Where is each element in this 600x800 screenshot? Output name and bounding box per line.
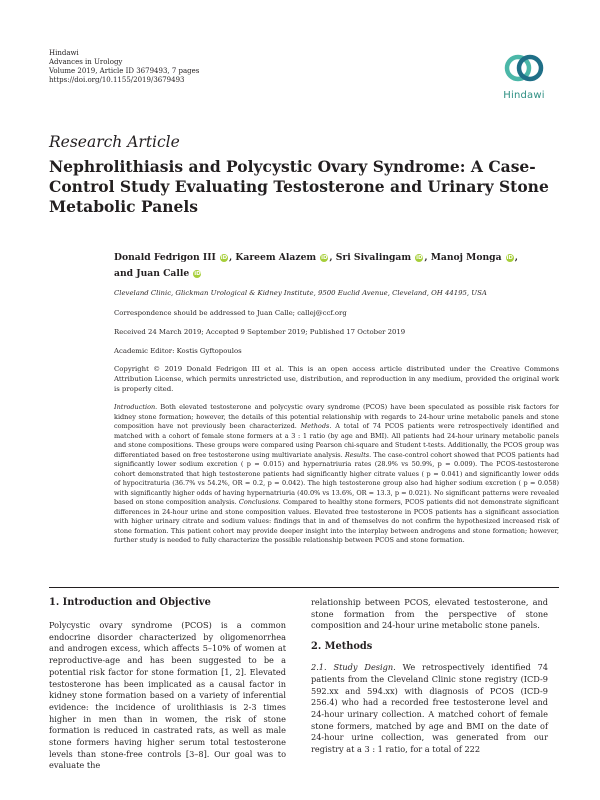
author-name: Donald Fedrigon III — [114, 252, 216, 263]
orcid-icon[interactable]: iD — [416, 255, 423, 261]
abstract-introduction: Both elevated testosterone and polycystic ovary syndrome (PCOS) have been speculated as possible risk factors for kidney stone formation; however, the details of this potential relationship with regards to 24-hour urine metabolic panels and stone composition have not previously been characterized. — [114, 403, 559, 430]
subsection-text: We retrospectively identified 74 patients from the Cleveland Clinic stone registry (ICD-9 592.xx and 594.xx) with diagnosis of PCOS (ICD-9 256.4) who had a recorded free testosterone level and 24-hour urinary collection. A matched cohort of female stone formers, matched by age and BMI on the date of 24-hour urine collection, was generated from our registry at a 3 : 1 ratio, for a total of 222 — [311, 662, 548, 755]
academic-editor: Academic Editor: Kostis Gyftopoulos — [114, 347, 242, 355]
right-column — [311, 597, 548, 756]
abstract-conclusions: Compared to healthy stone formers, PCOS patients did not demonstrate significant differences in 24-hour urine and stone composition values. Elevated free testosterone in PCOS patients has a significant association with higher urinary citrate and sodium values: findings that in and of themselves do not confirm the hypothesized increased risk of stone formation. This patient cohort may provide deeper insight into the interplay between androgens and stone formation; however, further study is needed to fully characterize the possible relationship between PCOS and stone formation. — [114, 498, 559, 544]
publisher-name: Hindawi — [49, 49, 79, 57]
journal-info — [49, 49, 199, 85]
abstract-label-methods: Methods. — [300, 422, 332, 430]
separator: , — [229, 252, 233, 263]
article-type: Research Article — [49, 133, 180, 151]
author-name: Manoj Monga — [430, 252, 502, 263]
abstract-results: The case-control cohort showed that PCOS patients had significantly lower sodium excretion ( p = 0.015) and hypernatriuria rates (28.9% vs 50.9%, p = 0.009). The PCOS-testosterone cohort demonstrated that high testosterone patients had significantly higher citrate values ( p = 0.041) and significantly lower odds of hypocitraturia (36.7% vs 54.2%, OR = 0.2, p = 0.042). The high testosterone group also had higher sodium excretion ( p = 0.058) with significantly higher odds of having hypernatriuria (40.0% vs 13.6%, OR = 13.3, p = 0.021). No significant patterns were revealed based on stone composition analysis. — [114, 450, 559, 506]
abstract-label-introduction: Introduction. — [114, 403, 158, 411]
separator: and — [114, 268, 134, 279]
abstract-methods: A total of 74 PCOS patients were retrospectively identified and matched with a cohort of female stone formers at a 3 : 1 ratio (by age and BMI). All patients had 24-hour urinary metabolic panels and stone compositions. These groups were compared using Pearson chi-square and Student t-tests. Additionally, the PCOS group was differentiated based on free testosterone using multivariate analysis. — [114, 422, 559, 459]
journal-name: Advances in Urology — [49, 58, 123, 66]
author-name: Juan Calle — [136, 268, 190, 279]
section-paragraph: relationship between PCOS, elevated testosterone, and stone formation from the perspective of stone composition and 24-hour urine metabolic stone panels. — [311, 597, 548, 631]
doi-link[interactable]: https://doi.org/10.1155/2019/3679493 — [49, 76, 185, 84]
abstract-label-results: Results. — [344, 450, 372, 459]
abstract — [114, 403, 559, 546]
left-column — [49, 597, 286, 772]
correspondence: Correspondence should be addressed to Juan Calle; callej@ccf.org — [114, 309, 347, 317]
affiliation: Cleveland Clinic, Glickman Urological & Kidney Institute, 9500 Euclid Avenue, Cleveland, OH 44195, USA — [114, 289, 487, 297]
publication-dates: Received 24 March 2019; Accepted 9 September 2019; Published 17 October 2019 — [114, 328, 406, 336]
author-name: Kareem Alazem — [235, 252, 317, 263]
hindawi-logo-text: Hindawi — [503, 90, 545, 101]
author-name: Sri Sivalingam — [335, 252, 412, 263]
copyright-notice: Copyright © 2019 Donald Fedrigon III et al. This is an open access article distributed under the Creative Commons Attribution License, which permits unrestricted use, distribution, and reproduction in any medium, provided the original work is properly cited. — [114, 365, 559, 393]
section-paragraph — [311, 662, 548, 756]
section-paragraph: Polycystic ovary syndrome (PCOS) is a common endocrine disorder characterized by oligomenorrhea and androgen excess, which affects 5–10% of women at reproductive-age and has been suggested to be a potential risk factor for stone formation [1, 2]. Elevated testosterone has been implicated as a causal factor in kidney stone formation based on a variety of inferential evidence: the incidence of urolithiasis is 2-3 times higher in men than in women, the risk of stone formation is reduced in castrated rats, as well as male stone formers having higher serum total testosterone levels than stone-free controls [3–8]. Our goal was to evaluate the — [49, 620, 286, 771]
section-heading: 1. Introduction and Objective — [49, 597, 211, 608]
volume-line: Volume 2019, Article ID 3679493, 7 pages — [49, 67, 200, 75]
separator: , — [424, 252, 428, 263]
article-title: Nephrolithiasis and Polycystic Ovary Syndrome: A Case-Control Study Evaluating Testosterone and Urinary Stone Metabolic Panels — [49, 157, 549, 216]
author-list — [114, 250, 554, 282]
orcid-icon[interactable]: iD — [220, 255, 228, 261]
separator: , — [514, 252, 518, 263]
orcid-icon[interactable]: iD — [321, 255, 328, 261]
section-heading: 2. Methods — [311, 641, 373, 653]
subsection-heading: 2.1. Study Design. — [311, 662, 396, 673]
orcid-icon[interactable]: iD — [506, 255, 513, 261]
separator: , — [329, 252, 333, 263]
abstract-label-conclusions: Conclusions. — [238, 498, 281, 506]
divider — [49, 587, 559, 588]
orcid-icon[interactable]: iD — [194, 271, 201, 277]
